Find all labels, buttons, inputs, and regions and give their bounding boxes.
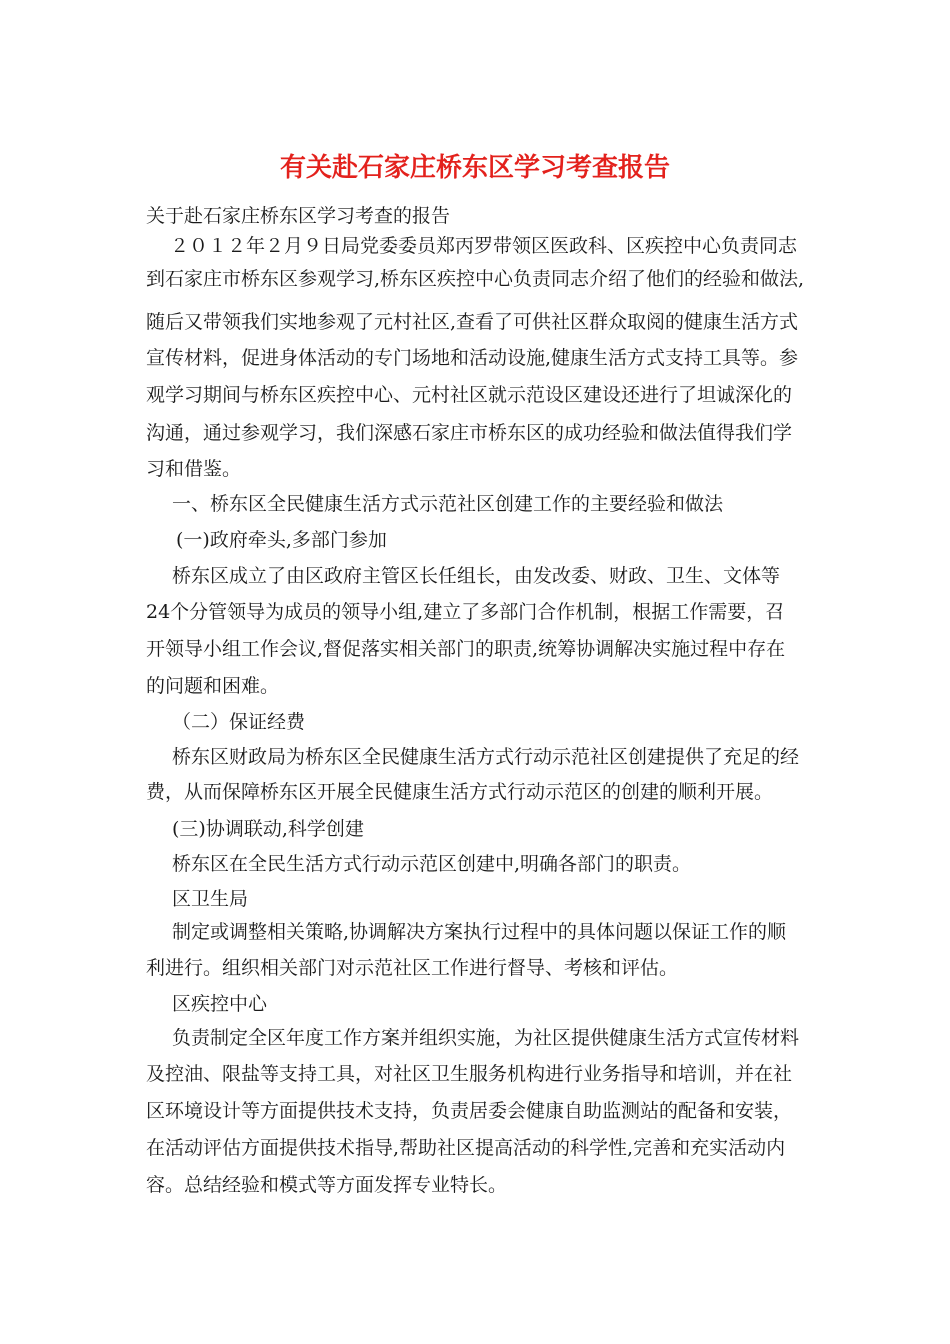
body-line: 桥东区成立了由区政府主管区长任组长，由发改委、财政、卫生、文体等 — [172, 565, 781, 587]
body-line: ２０１２年２月９日局党委委员郑丙罗带领区医政科、区疾控中心负责同志 — [170, 235, 798, 257]
body-line: 负责制定全区年度工作方案并组织实施，为社区提供健康生活方式宣传材料 — [172, 1027, 800, 1049]
body-line: 区环境设计等方面提供技术支持，负责居委会健康自助监测站的配备和安装， — [146, 1100, 793, 1122]
subsection-heading: （二）保证经费 — [172, 711, 306, 733]
body-line: 费，从而保障桥东区开展全民健康生活方式行动示范区的创建的顺利开展。 — [146, 781, 774, 803]
body-line: 的问题和困难。 — [146, 675, 280, 697]
body-line: 桥东区财政局为桥东区全民健康生活方式行动示范社区创建提供了充足的经 — [172, 746, 800, 768]
body-line: 随后又带领我们实地参观了元村社区,查看了可供社区群众取阅的健康生活方式 — [146, 311, 799, 333]
entity-heading: 区卫生局 — [172, 888, 249, 910]
entity-heading: 区疾控中心 — [172, 993, 268, 1015]
body-line: 及控油、限盐等支持工具，对社区卫生服务机构进行业务指导和培训，并在社 — [146, 1063, 793, 1085]
body-line: 宣传材料，促进身体活动的专门场地和活动设施,健康生活方式支持工具等。参 — [146, 347, 799, 369]
body-line: 制定或调整相关策略,协调解决方案执行过程中的具体问题以保证工作的顺 — [172, 921, 787, 943]
body-line: 习和借鉴。 — [146, 458, 242, 480]
document-title: 有关赴石家庄桥东区学习考查报告 — [279, 153, 670, 183]
body-line: 利进行。组织相关部门对示范社区工作进行督导、考核和评估。 — [146, 957, 679, 979]
body-line: 观学习期间与桥东区疾控中心、元村社区就示范设区建设还进行了坦诚深化的 — [146, 384, 793, 406]
subsection-heading: (三)协调联动,科学创建 — [172, 818, 364, 840]
body-line: 沟通，通过参观学习，我们深感石家庄市桥东区的成功经验和做法值得我们学 — [146, 422, 793, 444]
body-line: 容。总结经验和模式等方面发挥专业特长。 — [146, 1174, 508, 1196]
body-line: 24个分管领导为成员的领导小组,建立了多部门合作机制，根据工作需要，召 — [146, 601, 785, 623]
subsection-heading: (一)政府牵头,多部门参加 — [176, 529, 387, 551]
body-line: 开领导小组工作会议,督促落实相关部门的职责,统筹协调解决实施过程中存在 — [146, 638, 786, 660]
section-heading: 一、桥东区全民健康生活方式示范社区创建工作的主要经验和做法 — [172, 493, 724, 515]
body-line: 到石家庄市桥东区参观学习,桥东区疾控中心负责同志介绍了他们的经验和做法, — [146, 268, 805, 290]
body-line: 在活动评估方面提供技术指导,帮助社区提高活动的科学性,完善和充实活动内 — [146, 1137, 786, 1159]
body-line: 桥东区在全民生活方式行动示范区创建中,明确各部门的职责。 — [172, 853, 692, 875]
subtitle-line: 关于赴石家庄桥东区学习考查的报告 — [146, 205, 451, 227]
